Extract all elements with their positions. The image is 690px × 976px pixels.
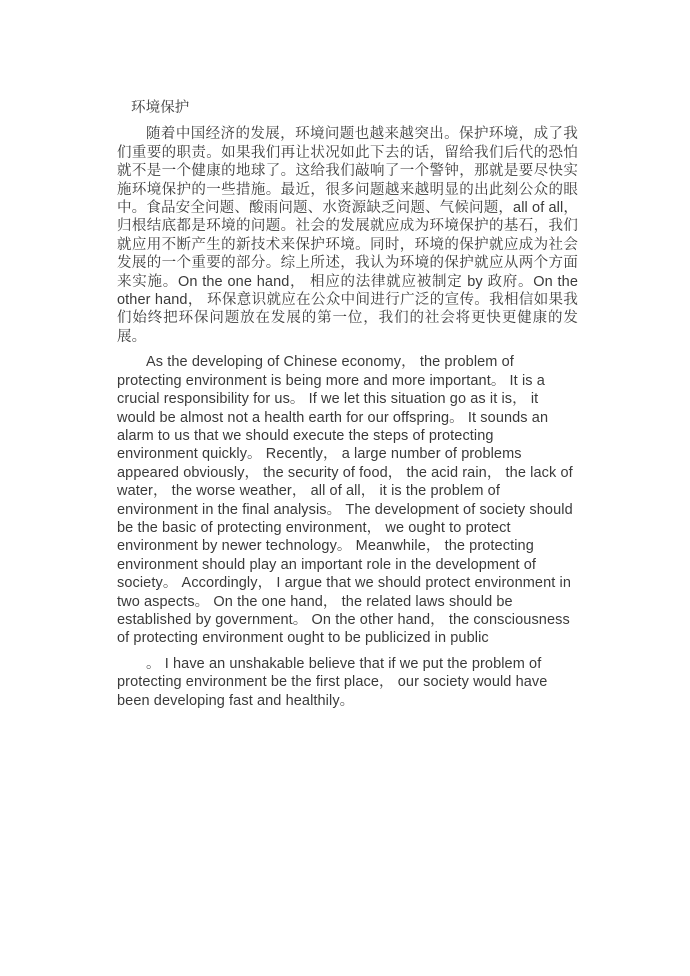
document-title: 环境保护: [131, 100, 190, 116]
paragraph-chinese-essay: 随着中国经济的发展，环境问题也越来越突出。保护环境，成了我们重要的职责。如果我们再让状况如此下去的话，留给我们后代的恐怕就不是一个健康的地球了。这给我们敲响了一个警钟，那就是要尽快实施环境保护的一些措施。最近，很多问题越来越明显的出此刻公众的眼中。食品安全问题、酸雨问题、水资源缺乏问题、气候问题，all of all，归根结底都是环境的问题。社会的发展就应成为环境保护的基石，我们就应用不断产生的新技术来保护环境。同时，环境的保护就应成为社会发展的一个重要的部分。综上所述，我认为环境的保护就应从两个方面来实施。On the one hand， 相应的法律就应被制定 by 政府。On the other hand， 环保意识就应在公众中间进行广泛的宣传。我相信如果我们始终把环保问题放在发展的第一位，我们的社会将更快更健康的发展。: [117, 126, 578, 345]
paragraph-english-translation: As the developing of Chinese economy， the problem of protecting environment is being more and more important。 It is a crucial responsibility for us。 If we let this situation go as it is， it would be almost not a health earth for our offspring。 It sounds an alarm to us that we should execute the steps of protecting environment quickly。 Recently， a large number of problems appeared obviously， the security of food， the acid rain， the lack of water， the worse weather， all of all， it is the problem of environment in the final analysis。 The development of society should be the basic of protecting environment， we ought to protect environment by newer technology。 Meanwhile， the protecting environment should play an important role in the development of society。 Accordingly， I argue that we should protect environment in two aspects。 On the one hand， the related laws should be established by government。 On the other hand， the consciousness of protecting environment ought to be publicized in public: [117, 354, 573, 647]
paragraph-english-closing: 。 I have an unshakable believe that if we put the problem of protecting environment be the first place， our society would have been developing fast and healthily。: [117, 655, 548, 709]
document-content: [117, 99, 578, 717]
